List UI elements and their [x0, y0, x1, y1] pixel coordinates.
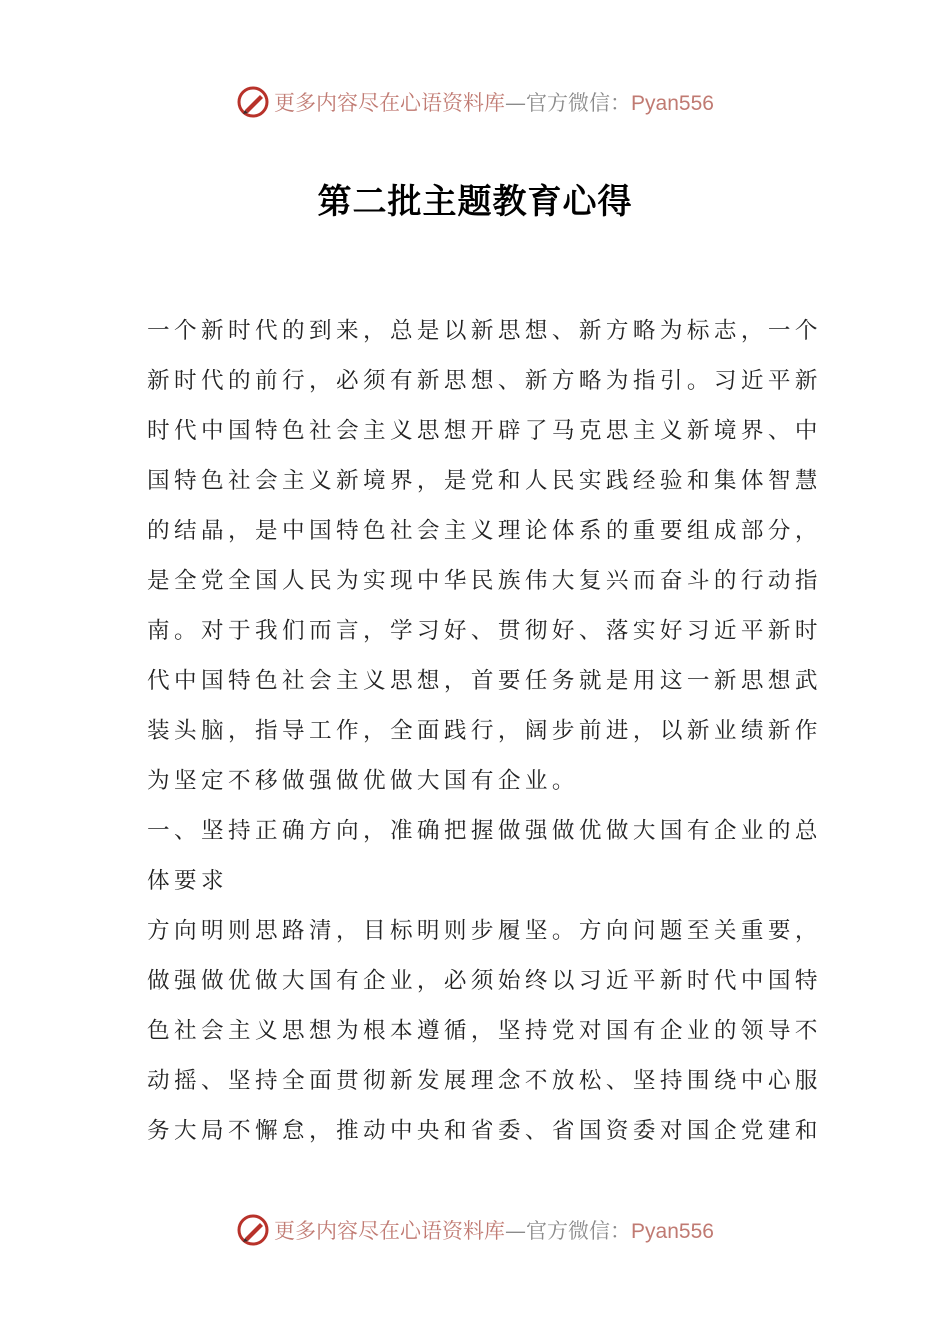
banner-handle: Pyan556	[631, 1220, 714, 1243]
text-line: 一个新时代的到来，总是以新思想、新方略为标志，一个	[147, 318, 822, 344]
text-line: 国特色社会主义新境界，是党和人民实践经验和集体智慧	[147, 468, 822, 494]
text-line: 代中国特色社会主义思想，首要任务就是用这一新思想武	[147, 668, 822, 694]
text-line: 为坚定不移做强做优做大国有企业。	[147, 768, 579, 794]
banner-handle: Pyan556	[631, 92, 714, 115]
text-line: 色社会主义思想为根本遵循，坚持党对国有企业的领导不	[147, 1018, 822, 1044]
document-title: 第二批主题教育心得	[317, 182, 633, 222]
section-heading-line: 一、坚持正确方向，准确把握做强做优做大国有企业的总	[147, 818, 822, 844]
text-line: 做强做优做大国有企业，必须始终以习近平新时代中国特	[147, 968, 822, 994]
banner-official-label: 官方微信：	[526, 91, 632, 115]
pen-logo-icon	[236, 85, 270, 119]
text-line: 新时代的前行，必须有新思想、新方略为指引。习近平新	[147, 368, 822, 394]
footer-banner	[0, 1210, 950, 1250]
document-body	[147, 306, 822, 1156]
text-line: 装头脑，指导工作，全面践行，阔步前进，以新业绩新作	[147, 718, 822, 744]
text-line: 的结晶，是中国特色社会主义理论体系的重要组成部分，	[147, 518, 822, 544]
text-line: 是全党全国人民为实现中华民族伟大复兴而奋斗的行动指	[147, 568, 822, 594]
text-line: 动摇、坚持全面贯彻新发展理念不放松、坚持围绕中心服	[147, 1068, 822, 1094]
banner-official-label: 官方微信：	[526, 1219, 632, 1243]
text-line: 务大局不懈怠，推动中央和省委、省国资委对国企党建和	[147, 1118, 822, 1144]
banner-main-text: 更多内容尽在心语资料库	[274, 91, 506, 115]
text-line: 时代中国特色社会主义思想开辟了马克思主义新境界、中	[147, 418, 822, 444]
banner-dash: —	[505, 1219, 527, 1243]
pen-logo-icon	[236, 1213, 270, 1247]
section-heading-line: 体要求	[147, 868, 228, 894]
header-banner	[0, 82, 950, 122]
banner-text	[274, 87, 714, 117]
banner-main-text: 更多内容尽在心语资料库	[274, 1219, 506, 1243]
text-line: 南。对于我们而言，学习好、贯彻好、落实好习近平新时	[147, 618, 822, 644]
text-line: 方向明则思路清，目标明则步履坚。方向问题至关重要，	[147, 918, 822, 944]
banner-text	[274, 1215, 714, 1245]
banner-dash: —	[505, 91, 527, 115]
